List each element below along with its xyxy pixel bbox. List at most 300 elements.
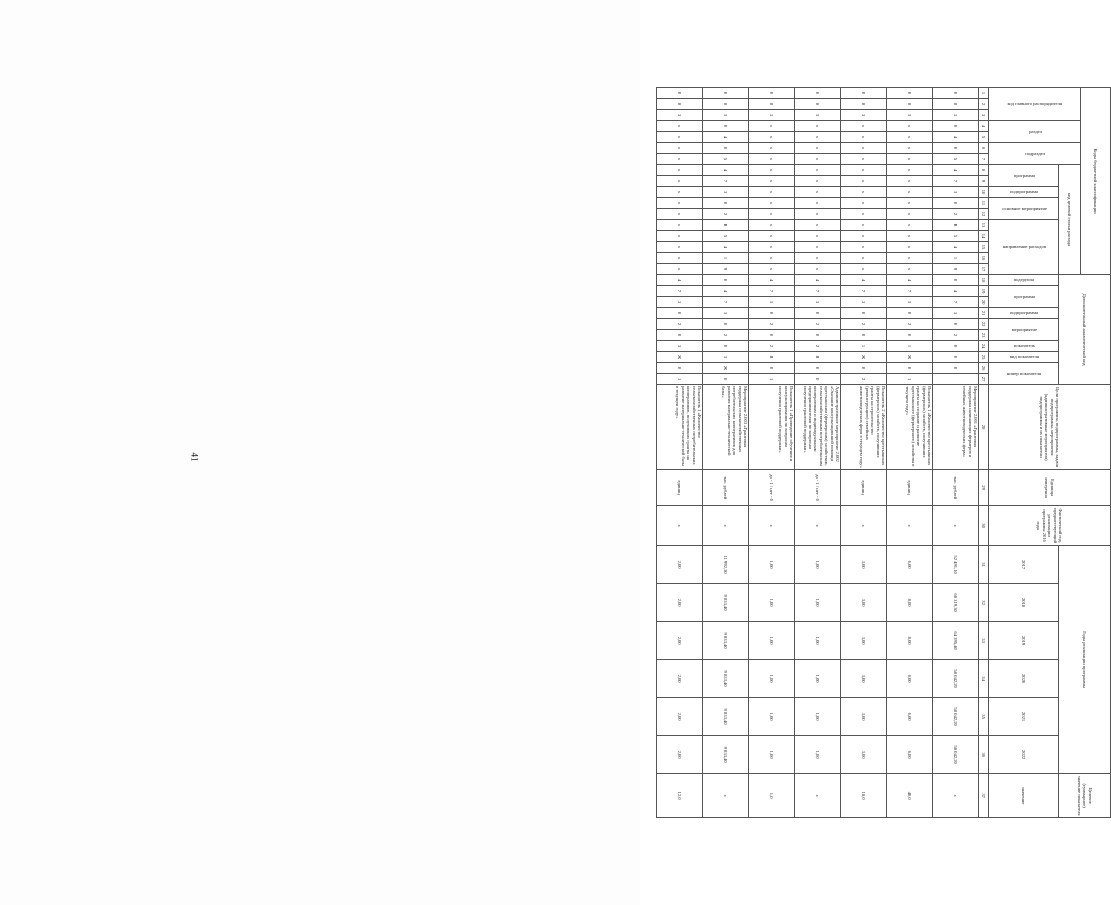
code-cell: 2 bbox=[841, 374, 887, 385]
code-cell: х bbox=[795, 220, 841, 231]
code-cell: 0 bbox=[841, 363, 887, 374]
row-year-value: 1,00 bbox=[795, 622, 841, 660]
code-cell: х bbox=[749, 198, 795, 209]
table-body bbox=[657, 88, 979, 818]
code-cell: 7 bbox=[841, 286, 887, 297]
code-cell: 2 bbox=[933, 209, 979, 220]
code-cell: 0 bbox=[657, 88, 703, 99]
code-cell: R bbox=[933, 220, 979, 231]
row-year-value: 9 833,40 bbox=[703, 622, 749, 660]
code-cell: 0 bbox=[933, 363, 979, 374]
code-cell: 7 bbox=[703, 297, 749, 308]
code-cell: х bbox=[795, 121, 841, 132]
kbk-col-razdel: раздел bbox=[1028, 128, 1042, 134]
code-cell: 5 bbox=[703, 154, 749, 165]
dop-col-3: мероприятие bbox=[1011, 326, 1037, 332]
code-cell: 0 bbox=[933, 121, 979, 132]
table-row bbox=[657, 88, 703, 818]
code-cell: 9 bbox=[933, 264, 979, 275]
column-number: 19 bbox=[979, 286, 989, 297]
code-cell: х bbox=[795, 264, 841, 275]
code-cell: х bbox=[887, 253, 933, 264]
code-cell: 0 bbox=[703, 275, 749, 286]
code-cell: 0 bbox=[887, 88, 933, 99]
code-cell: 0 bbox=[933, 143, 979, 154]
code-cell: 7 bbox=[887, 286, 933, 297]
row-year-value: 1,00 bbox=[749, 736, 795, 774]
rotated-table-wrapper bbox=[656, 87, 1111, 816]
row-year-value: 3,00 bbox=[841, 660, 887, 698]
code-cell: х bbox=[657, 143, 703, 154]
column-number: 12 bbox=[979, 209, 989, 220]
code-cell: 0 bbox=[887, 363, 933, 374]
code-cell: 4 bbox=[703, 165, 749, 176]
code-cell: х bbox=[887, 198, 933, 209]
code-cell: 0 bbox=[703, 121, 749, 132]
code-cell: х bbox=[841, 187, 887, 198]
row-fact: х bbox=[887, 506, 933, 546]
row-year-value: 58 042,20 bbox=[933, 736, 979, 774]
code-cell: х bbox=[795, 176, 841, 187]
code-cell: 2 bbox=[703, 209, 749, 220]
year-2020: 2020 bbox=[989, 660, 1059, 698]
row-year-value: 1,00 bbox=[749, 698, 795, 736]
code-cell: 0 bbox=[703, 319, 749, 330]
code-cell: 3 bbox=[657, 297, 703, 308]
column-number: 32 bbox=[979, 584, 989, 622]
table-row bbox=[887, 88, 933, 818]
row-name: Мероприятие 2.003 «Грантовая поддержка сельскохозяйственных потребительских кооперативов для развития материально-технической базы» bbox=[703, 385, 749, 470]
code-cell: 1 bbox=[703, 253, 749, 264]
row-fact: х bbox=[795, 506, 841, 546]
column-number: 26 bbox=[979, 363, 989, 374]
code-cell: 2 bbox=[749, 341, 795, 352]
code-cell: х bbox=[841, 176, 887, 187]
row-year-value: 1,00 bbox=[795, 660, 841, 698]
row-final: 12,0 bbox=[657, 774, 703, 818]
column-number: 11 bbox=[979, 198, 989, 209]
year-2017: 2017 bbox=[989, 546, 1059, 584]
code-cell: 1 bbox=[657, 374, 703, 385]
code-cell: х bbox=[749, 187, 795, 198]
code-cell: 0 bbox=[703, 374, 749, 385]
dop-col-1: программа bbox=[1013, 293, 1035, 299]
code-cell: х bbox=[887, 165, 933, 176]
code-cell: 0 bbox=[795, 330, 841, 341]
row-name: Показатель 1 «Количество крестьянских (фермерских) хозяйств, получивших гранты на создание и развитие крестьянского (фермерского) хозяйства в текущем году» bbox=[887, 385, 933, 470]
code-cell: 3 bbox=[657, 110, 703, 121]
code-cell: х bbox=[795, 231, 841, 242]
code-cell: х bbox=[657, 176, 703, 187]
code-cell: х bbox=[749, 176, 795, 187]
code-cell: х bbox=[749, 209, 795, 220]
code-cell: 2 bbox=[841, 319, 887, 330]
code-cell: 3 bbox=[933, 308, 979, 319]
row-year-value: 68 319,30 bbox=[933, 584, 979, 622]
row-year-value: 58 042,20 bbox=[933, 698, 979, 736]
row-year-value: 1,00 bbox=[795, 698, 841, 736]
code-cell: х bbox=[841, 220, 887, 231]
code-cell: х bbox=[795, 198, 841, 209]
row-year-value: 2,00 bbox=[657, 698, 703, 736]
row-unit: единиц bbox=[887, 470, 933, 506]
row-year-value: 1,00 bbox=[795, 736, 841, 774]
code-cell: 0 bbox=[933, 198, 979, 209]
code-cell: х bbox=[749, 231, 795, 242]
code-cell: х bbox=[841, 209, 887, 220]
row-year-value: 9 833,40 bbox=[703, 698, 749, 736]
code-cell: х bbox=[887, 264, 933, 275]
code-cell: х bbox=[657, 264, 703, 275]
kbk-col-direction: направление расходов bbox=[1002, 244, 1046, 250]
table-row bbox=[841, 88, 887, 818]
row-year-value: 2,00 bbox=[657, 546, 703, 584]
row-year-value: 6,00 bbox=[887, 736, 933, 774]
row-unit: тыс. рублей bbox=[933, 470, 979, 506]
code-cell: 1 bbox=[749, 374, 795, 385]
code-cell: 0 bbox=[933, 352, 979, 363]
column-number: 9 bbox=[979, 176, 989, 187]
code-cell: х bbox=[887, 143, 933, 154]
kbk-col-subprogram: подпрограмма bbox=[1010, 189, 1039, 195]
code-cell: 0 bbox=[703, 88, 749, 99]
code-cell: 0 bbox=[933, 341, 979, 352]
code-cell: х bbox=[887, 176, 933, 187]
code-cell: х bbox=[749, 253, 795, 264]
dop-col-4: показатель bbox=[1013, 343, 1035, 349]
code-cell: 0 bbox=[703, 198, 749, 209]
row-year-value: 3,00 bbox=[841, 698, 887, 736]
code-cell: 4 bbox=[795, 275, 841, 286]
year-2019: 2019 bbox=[989, 622, 1059, 660]
code-cell: х bbox=[749, 154, 795, 165]
row-final: 40,0 bbox=[887, 774, 933, 818]
kbk-sub-header: код целевой статьи расхода bbox=[1059, 165, 1081, 275]
code-cell: Ж bbox=[703, 363, 749, 374]
code-cell: х bbox=[841, 154, 887, 165]
code-cell: 9 bbox=[703, 264, 749, 275]
code-cell: 4 bbox=[887, 275, 933, 286]
column-number: 1 bbox=[979, 88, 989, 99]
code-cell: 0 bbox=[887, 308, 933, 319]
code-cell: 2 bbox=[795, 341, 841, 352]
code-cell: х bbox=[841, 231, 887, 242]
row-year-value: 2,00 bbox=[657, 736, 703, 774]
code-cell: 0 bbox=[749, 363, 795, 374]
name-header: Цели программы, подпрограммы, задачи подпрограммы, мероприятия (административные мероприятия) подпрограммы и их показатели bbox=[989, 385, 1111, 470]
code-cell: х bbox=[887, 121, 933, 132]
code-cell: 0 bbox=[933, 88, 979, 99]
code-cell: 3 bbox=[933, 110, 979, 121]
code-cell: 0 bbox=[841, 88, 887, 99]
row-year-value: 9 833,40 bbox=[703, 736, 749, 774]
code-cell: 0 bbox=[749, 88, 795, 99]
column-number: 31 bbox=[979, 546, 989, 584]
row-fact: х bbox=[933, 506, 979, 546]
code-cell: Я bbox=[749, 352, 795, 363]
code-cell: х bbox=[795, 132, 841, 143]
code-cell: Ж bbox=[887, 352, 933, 363]
code-cell: х bbox=[657, 198, 703, 209]
row-name: Показатель 1 «Проведение обучения и консультирования по вопросам получения грантовой поддержки» bbox=[749, 385, 795, 470]
row-year-value: 3,00 bbox=[841, 584, 887, 622]
fact-header: Фактический год, предшествующий реализации программы 2016 года bbox=[989, 506, 1111, 546]
code-cell: 2 bbox=[657, 319, 703, 330]
row-unit: да - 1 / нет - 0 bbox=[795, 470, 841, 506]
code-cell: Ж bbox=[657, 352, 703, 363]
row-year-value: 1,00 bbox=[749, 622, 795, 660]
code-cell: 3 bbox=[795, 297, 841, 308]
code-cell: х bbox=[887, 132, 933, 143]
row-year-value: 9 833,40 bbox=[703, 660, 749, 698]
unit-header: Единица измерения bbox=[989, 470, 1111, 506]
row-unit: единиц bbox=[841, 470, 887, 506]
row-unit: да - 1 / нет - 0 bbox=[749, 470, 795, 506]
year-2021: 2021 bbox=[989, 698, 1059, 736]
code-cell: 4 bbox=[841, 275, 887, 286]
code-cell: Я bbox=[795, 352, 841, 363]
row-final: х bbox=[933, 774, 979, 818]
column-number: 16 bbox=[979, 253, 989, 264]
code-cell: х bbox=[657, 165, 703, 176]
code-cell: х bbox=[887, 154, 933, 165]
row-year-value: 58 042,20 bbox=[933, 660, 979, 698]
code-cell: х bbox=[795, 165, 841, 176]
code-cell: х bbox=[841, 264, 887, 275]
code-cell: х bbox=[657, 209, 703, 220]
row-fact: х bbox=[841, 506, 887, 546]
code-cell: 0 bbox=[933, 275, 979, 286]
column-number: 37 bbox=[979, 774, 989, 818]
row-final: 18,0 bbox=[841, 774, 887, 818]
column-number: 6 bbox=[979, 143, 989, 154]
column-number: 15 bbox=[979, 242, 989, 253]
final-sub-header: значение bbox=[989, 774, 1059, 818]
code-cell: 1 bbox=[887, 374, 933, 385]
code-cell: х bbox=[749, 242, 795, 253]
column-number: 14 bbox=[979, 231, 989, 242]
column-number: 8 bbox=[979, 165, 989, 176]
code-cell: 0 bbox=[795, 88, 841, 99]
code-cell: 4 bbox=[657, 275, 703, 286]
code-cell: 0 bbox=[657, 363, 703, 374]
row-fact: х bbox=[703, 506, 749, 546]
column-number: 34 bbox=[979, 660, 989, 698]
code-cell: 8 bbox=[795, 99, 841, 110]
code-cell: 3 bbox=[703, 187, 749, 198]
program-indicators-table bbox=[656, 87, 1111, 818]
code-cell: х bbox=[795, 209, 841, 220]
code-cell: 0 bbox=[887, 330, 933, 341]
row-year-value: 1,00 bbox=[795, 584, 841, 622]
code-cell: х bbox=[749, 143, 795, 154]
code-cell: 3 bbox=[841, 297, 887, 308]
code-cell: 4 bbox=[703, 242, 749, 253]
code-cell: 4 bbox=[749, 275, 795, 286]
code-cell: 0 bbox=[933, 319, 979, 330]
code-cell: х bbox=[887, 242, 933, 253]
column-number: 21 bbox=[979, 308, 989, 319]
kbk-col-grbs: код главного распорядителя bbox=[1007, 101, 1063, 107]
column-number: 2 bbox=[979, 99, 989, 110]
code-cell: 2 bbox=[933, 330, 979, 341]
table-row bbox=[703, 88, 749, 818]
row-unit: единиц bbox=[657, 470, 703, 506]
table-row bbox=[749, 88, 795, 818]
code-cell: 4 bbox=[933, 242, 979, 253]
code-cell: х bbox=[657, 154, 703, 165]
column-number: 20 bbox=[979, 297, 989, 308]
code-cell: 2 bbox=[887, 319, 933, 330]
code-cell: 3 bbox=[887, 110, 933, 121]
table-row bbox=[795, 88, 841, 818]
final-header: Целевое (суммарное) значение показателя bbox=[1059, 774, 1111, 818]
code-cell: х bbox=[795, 253, 841, 264]
row-year-value: 3,00 bbox=[841, 622, 887, 660]
code-cell: х bbox=[795, 143, 841, 154]
row-fact: х bbox=[749, 506, 795, 546]
row-year-value: 3,00 bbox=[841, 546, 887, 584]
code-cell: 0 bbox=[703, 143, 749, 154]
column-number: 36 bbox=[979, 736, 989, 774]
column-numbers-row bbox=[979, 88, 989, 818]
code-cell: х bbox=[887, 187, 933, 198]
code-cell: 4 bbox=[933, 286, 979, 297]
code-cell: 8 bbox=[749, 99, 795, 110]
row-year-value: 2,00 bbox=[657, 584, 703, 622]
code-cell: 7 bbox=[795, 286, 841, 297]
row-unit: тыс. рублей bbox=[703, 470, 749, 506]
code-cell: х bbox=[841, 132, 887, 143]
column-number: 23 bbox=[979, 330, 989, 341]
row-name: Показатель 2 «Количество крестьянских (фермерских) хозяйств, получивших гранты на строительство (реконструкцию) семейных животноводческих ферм в текущем году» bbox=[841, 385, 887, 470]
row-year-value: 8,00 bbox=[887, 622, 933, 660]
kbk-col-program: программа bbox=[1013, 172, 1035, 178]
code-cell: 3 bbox=[841, 110, 887, 121]
dop-code-header: Дополнительный аналитический код bbox=[1059, 275, 1111, 385]
year-2018: 2018 bbox=[989, 584, 1059, 622]
code-cell: 3 bbox=[887, 297, 933, 308]
code-cell: 8 bbox=[887, 99, 933, 110]
row-name: Мероприятие 2.001 «Грантовая поддержка начинающих фермеров и семейных животноводческих ферм» bbox=[933, 385, 979, 470]
code-cell: х bbox=[749, 121, 795, 132]
code-cell: 4 bbox=[703, 286, 749, 297]
code-cell: 0 bbox=[841, 308, 887, 319]
code-cell: 5 bbox=[933, 231, 979, 242]
code-cell: 3 bbox=[933, 187, 979, 198]
code-cell: 1 bbox=[933, 253, 979, 264]
code-cell: х bbox=[657, 220, 703, 231]
code-cell: 2 bbox=[703, 330, 749, 341]
code-cell bbox=[933, 374, 979, 385]
code-cell: х bbox=[841, 198, 887, 209]
code-cell: 3 bbox=[749, 110, 795, 121]
column-number: 10 bbox=[979, 187, 989, 198]
code-cell: х bbox=[887, 220, 933, 231]
code-cell: х bbox=[841, 253, 887, 264]
row-fact: х bbox=[657, 506, 703, 546]
code-cell: х bbox=[795, 154, 841, 165]
kbk-col-main-event: основное мероприятие bbox=[1001, 205, 1047, 211]
dop-col-0: подгруппа bbox=[1014, 277, 1035, 283]
code-cell: х bbox=[795, 187, 841, 198]
row-year-value: 9 833,40 bbox=[703, 584, 749, 622]
code-cell: 3 bbox=[703, 308, 749, 319]
code-cell: 0 bbox=[749, 308, 795, 319]
column-number: 29 bbox=[979, 470, 989, 506]
code-cell: х bbox=[795, 242, 841, 253]
row-year-value: 11 992,30 bbox=[703, 546, 749, 584]
row-year-value: 6,00 bbox=[887, 698, 933, 736]
code-cell: 5 bbox=[703, 231, 749, 242]
column-number: 33 bbox=[979, 622, 989, 660]
page-number: 41 bbox=[189, 452, 200, 462]
row-year-value: 8,00 bbox=[887, 584, 933, 622]
row-year-value: 2,00 bbox=[657, 622, 703, 660]
dop-col-5: вид показателя bbox=[1009, 354, 1039, 360]
code-cell: х bbox=[657, 132, 703, 143]
row-final: х bbox=[703, 774, 749, 818]
code-cell: х bbox=[841, 143, 887, 154]
kbk-col-podrazdel: подраздел bbox=[1025, 150, 1046, 156]
code-cell: х bbox=[657, 253, 703, 264]
code-cell: 0 bbox=[703, 341, 749, 352]
column-number: 27 bbox=[979, 374, 989, 385]
code-cell: 7 bbox=[657, 286, 703, 297]
code-cell: х bbox=[887, 209, 933, 220]
table-row bbox=[933, 88, 979, 818]
code-cell: 7 bbox=[933, 297, 979, 308]
row-year-value: 6,00 bbox=[887, 546, 933, 584]
row-year-value: 64 395,40 bbox=[933, 622, 979, 660]
code-cell: 0 bbox=[795, 308, 841, 319]
code-cell: 5 bbox=[933, 154, 979, 165]
code-cell: х bbox=[749, 165, 795, 176]
column-number: 25 bbox=[979, 352, 989, 363]
code-cell: 8 bbox=[933, 99, 979, 110]
row-name: Административное мероприятие 2.002 «Оказание консультационной помощи крестьянским (фермерским) хозяйствам, сельскохозяйственным потребительским кооперативам и индивидуальным предпринимателям по вопросам получения грантовой поддержки» bbox=[795, 385, 841, 470]
column-number: 4 bbox=[979, 121, 989, 132]
code-cell: 4 bbox=[703, 132, 749, 143]
code-cell: 0 bbox=[841, 330, 887, 341]
code-cell: 1 bbox=[887, 341, 933, 352]
column-number: 30 bbox=[979, 506, 989, 546]
code-cell: 1 bbox=[841, 341, 887, 352]
code-cell: х bbox=[657, 121, 703, 132]
column-number: 35 bbox=[979, 698, 989, 736]
column-number: 18 bbox=[979, 275, 989, 286]
code-cell: 3 bbox=[703, 110, 749, 121]
column-number: 22 bbox=[979, 319, 989, 330]
row-name: Показатель 1 «Количество сельскохозяйственных потребительских кооперативов, получивших гранты на развитие материально-технической базы в текущем году» bbox=[657, 385, 703, 470]
code-cell: 3 bbox=[749, 297, 795, 308]
code-cell: 2 bbox=[749, 319, 795, 330]
row-final: 1,0 bbox=[749, 774, 795, 818]
row-year-value: 1,00 bbox=[795, 546, 841, 584]
code-cell: х bbox=[749, 264, 795, 275]
column-number: 5 bbox=[979, 132, 989, 143]
code-cell: R bbox=[703, 220, 749, 231]
kbk-header: Коды бюджетной классификации bbox=[1081, 88, 1111, 275]
code-cell: 3 bbox=[703, 352, 749, 363]
row-final: х bbox=[795, 774, 841, 818]
row-year-value: 1,00 bbox=[749, 584, 795, 622]
code-cell: 7 bbox=[749, 286, 795, 297]
code-cell: х bbox=[841, 121, 887, 132]
row-year-value: 2,00 bbox=[657, 660, 703, 698]
years-header: Годы реализации программы bbox=[1059, 546, 1111, 774]
column-number: 28 bbox=[979, 385, 989, 470]
